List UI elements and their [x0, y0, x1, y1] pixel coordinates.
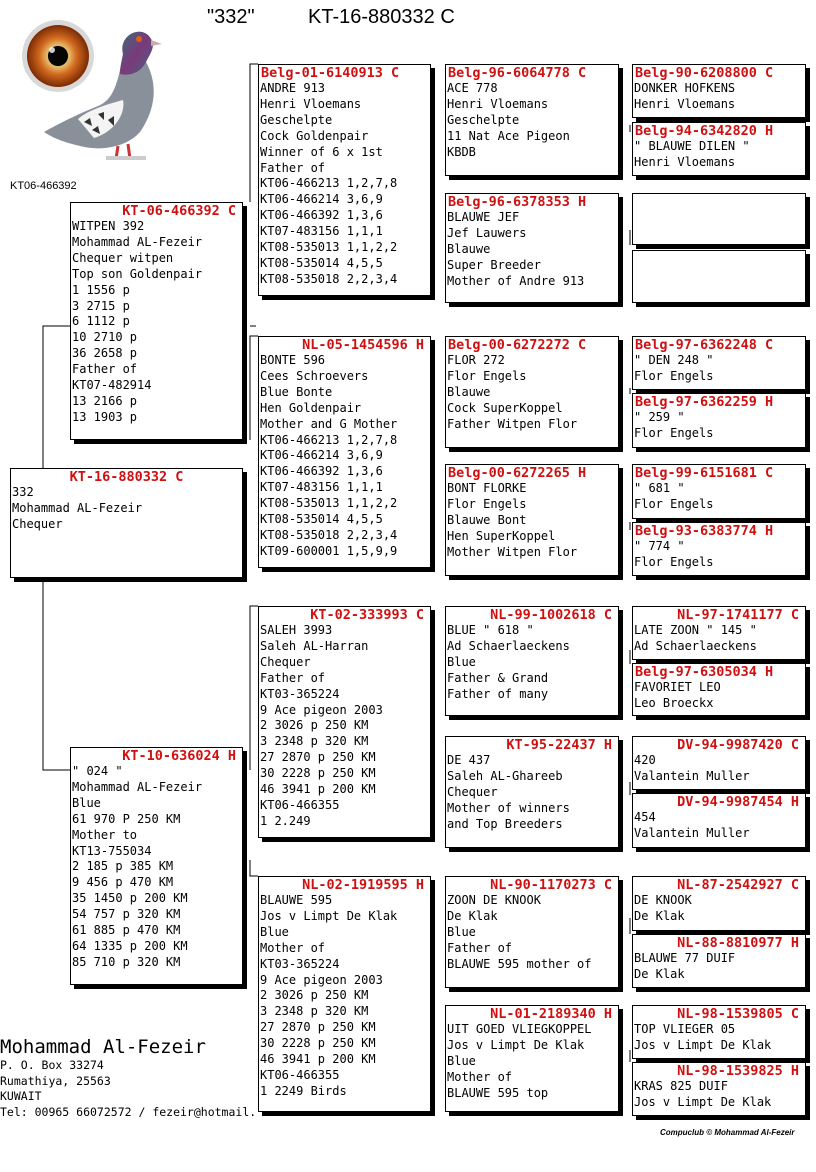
card-line: 64 1335 p 200 KM	[72, 938, 188, 953]
granddam-maternal-card[interactable]	[258, 876, 431, 1112]
card-line: Ad Schaerlaeckens	[447, 638, 570, 653]
card-line: Saleh AL-Harran	[260, 638, 369, 653]
card-line: 61 970 P 250 KM	[72, 811, 181, 826]
card-line: " 774 "	[634, 539, 685, 553]
card-line: 6 1112 p	[72, 314, 130, 329]
card-line: 332	[12, 485, 34, 499]
card-line: KRAS 825 DUIF	[634, 1079, 728, 1093]
card-line: Flor Engels	[447, 368, 527, 383]
card-line: 1 1556 p	[72, 282, 130, 297]
card-line: Hen Goldenpair	[260, 400, 362, 415]
card-line: KT06-466392 1,3,6	[260, 464, 383, 479]
card-line: Blauwe Bont	[447, 512, 527, 527]
card-line: KT06-466392 1,3,6	[260, 208, 383, 223]
card-line: BLAUWE 595 top	[447, 1085, 549, 1100]
card-line: KT03-365224	[260, 686, 340, 701]
card-line: KT08-535013 1,1,2,2	[260, 240, 398, 255]
card-line: Father Witpen Flor	[447, 416, 578, 431]
card-ring: DV-94-9987454 H	[677, 794, 799, 810]
card-line: KT13-755034	[72, 843, 152, 858]
card-ring: Belg-97-6362248 C	[635, 337, 774, 353]
card-line: Father of many	[447, 686, 549, 701]
card-line: Chequer	[447, 784, 498, 799]
dam-ring: KT-10-636024 H	[122, 748, 236, 764]
card-line: 2 3026 p 250 KM	[260, 988, 369, 1003]
card-line: Henri Vloemans	[634, 96, 736, 111]
card-line: Cees Schroevers	[260, 368, 369, 383]
card-line: KT06-466213 1,2,7,8	[260, 176, 398, 191]
card-line: Mohammad AL-Fezeir	[72, 779, 203, 794]
card-line: KT09-600001 1,5,9,9	[260, 543, 398, 558]
card-ring: Belg-99-6151681 C	[635, 465, 774, 481]
card-line: 46 3941 p 200 KM	[260, 1052, 376, 1067]
card-line: 27 2870 p 250 KM	[260, 750, 376, 765]
card-line: BLAUWE 595	[260, 893, 333, 907]
granddam-paternal-card[interactable]	[258, 336, 431, 568]
owner-name: Mohammad Al-Fezeir	[0, 1036, 206, 1058]
card-ring: NL-97-1741177 C	[677, 607, 799, 623]
gggp-card-9[interactable]	[632, 606, 806, 660]
card-line: Leo Broeckx	[634, 695, 714, 710]
card-line: DE 437	[447, 753, 491, 767]
card-line: " 024 "	[72, 764, 123, 778]
card-line: and Top Breeders	[447, 816, 563, 831]
card-ring: KT-95-22437 H	[506, 737, 612, 753]
card-line: Henri Vloemans	[447, 96, 549, 111]
card-line: " 681 "	[634, 481, 685, 495]
card-line: Blue	[447, 654, 476, 669]
card-line: Father & Grand	[447, 670, 549, 685]
card-line: Flor Engels	[634, 496, 714, 511]
card-ring: Belg-90-6208800 C	[635, 65, 774, 81]
card-line: Jos v Limpt De Klak	[634, 1037, 772, 1052]
card-line: WITPEN 392	[72, 219, 145, 233]
ggp-card-4[interactable]	[445, 464, 619, 576]
card-line: Mother of	[447, 1069, 513, 1084]
owner-line: P. O. Box 33274	[0, 1058, 104, 1072]
card-line: 61 885 p 470 KM	[72, 923, 181, 938]
card-line: 3 2348 p 320 KM	[260, 1004, 369, 1019]
card-line: Blauwe	[447, 384, 491, 399]
card-line: De Klak	[634, 908, 685, 923]
card-line: BLAUWE 77 DUIF	[634, 951, 736, 965]
card-line: FLOR 272	[447, 353, 505, 367]
gggp-card-3[interactable]	[632, 193, 806, 245]
card-line: Mother Witpen Flor	[447, 544, 578, 559]
gggp-card-12[interactable]	[632, 793, 806, 848]
card-line: Saleh AL-Ghareeb	[447, 768, 563, 783]
card-line: Father of	[72, 362, 138, 377]
card-line: Super Breeder	[447, 257, 541, 272]
card-line: ZOON DE KNOOK	[447, 893, 541, 907]
pigeon-photo	[18, 14, 168, 164]
card-line: Blauwe	[447, 241, 491, 256]
card-line: 54 757 p 320 KM	[72, 907, 181, 922]
gggp-card-14[interactable]	[632, 934, 806, 988]
pigeon-name-title: "332"	[207, 6, 255, 28]
card-line: Henri Vloemans	[260, 96, 362, 111]
sire-card[interactable]	[70, 202, 243, 440]
gggp-card-8[interactable]	[632, 522, 806, 576]
card-line: BLAUWE JEF	[447, 210, 520, 224]
card-ring: NL-99-1002618 C	[490, 607, 612, 623]
card-line: KT08-535014 4,5,5	[260, 512, 383, 527]
card-line: Flor Engels	[634, 554, 714, 569]
dam-card[interactable]	[70, 747, 243, 985]
card-ring: Belg-97-6362259 H	[635, 394, 774, 410]
owner-line: Rumathiya, 25563	[0, 1073, 111, 1088]
card-line: Chequer	[12, 516, 63, 531]
ggp-card-6[interactable]	[445, 736, 619, 848]
card-ring: Belg-00-6272272 C	[448, 337, 587, 353]
card-line: KT06-466355	[260, 1067, 340, 1082]
card-line: 9 Ace pigeon 2003	[260, 702, 383, 717]
card-ring: DV-94-9987420 C	[677, 737, 799, 753]
card-ring: Belg-94-6342820 H	[635, 123, 774, 139]
card-ring: Belg-01-6140913 C	[261, 65, 400, 81]
card-line: BLAUWE 595 mother of	[447, 956, 592, 971]
owner-contact: Tel: 00965 66072572 / fezeir@hotmail.	[0, 1104, 257, 1119]
card-line: Hen SuperKoppel	[447, 528, 556, 543]
owner-info	[0, 1036, 256, 1120]
card-line: Blue	[72, 795, 101, 810]
card-line: Blue	[260, 924, 289, 939]
gggp-card-7[interactable]	[632, 464, 806, 519]
card-line: 10 2710 p	[72, 330, 138, 345]
card-line: DE KNOOK	[634, 893, 692, 907]
card-line: Father of	[260, 670, 326, 685]
card-line: 85 710 p 320 KM	[72, 954, 181, 969]
card-line: Henri Vloemans	[634, 154, 736, 169]
card-line: 3 2348 p 320 KM	[260, 734, 369, 749]
gggp-card-10[interactable]	[632, 663, 806, 716]
card-line: 46 3941 p 200 KM	[260, 782, 376, 797]
card-line: 11 Nat Ace Pigeon	[447, 128, 570, 143]
card-line: Chequer	[260, 654, 311, 669]
card-line: KT06-466355	[260, 797, 340, 812]
gggp-card-2[interactable]	[632, 122, 806, 176]
card-ring: NL-98-1539805 C	[677, 1006, 799, 1022]
ggp-card-5[interactable]	[445, 606, 619, 716]
card-line: Father of	[260, 160, 326, 175]
card-line: 13 2166 p	[72, 393, 138, 408]
card-line: Mohammad AL-Fezeir	[72, 234, 203, 249]
card-line: Cock Goldenpair	[260, 128, 369, 143]
card-line: 420	[634, 753, 656, 767]
card-line: Jos v Limpt De Klak	[634, 1094, 772, 1109]
card-line: Flor Engels	[447, 496, 527, 511]
card-line: Mother to	[72, 827, 138, 842]
card-line: Jef Lauwers	[447, 225, 527, 240]
card-ring: Belg-00-6272265 H	[448, 465, 587, 481]
card-line: Father of	[447, 940, 513, 955]
card-line: 2 185 p 385 KM	[72, 859, 174, 874]
card-line: 2 3026 p 250 KM	[260, 718, 369, 733]
gggp-card-6[interactable]	[632, 393, 806, 448]
card-line: KT07-482914	[72, 378, 152, 393]
card-line: Mother of Andre 913	[447, 273, 585, 288]
card-line: 13 1903 p	[72, 409, 138, 424]
card-line: De Klak	[634, 966, 685, 981]
gggp-card-5[interactable]	[632, 336, 806, 390]
card-line: FAVORIET LEO	[634, 680, 721, 694]
card-line: BONTE 596	[260, 353, 326, 367]
subject-ring: KT-16-880332 C	[69, 469, 184, 485]
card-line: Mohammad AL-Fezeir	[12, 500, 143, 515]
card-line: Winner of 6 x 1st	[260, 144, 383, 159]
gggp-card-4[interactable]	[632, 250, 806, 303]
card-line: KT08-535013 1,1,2,2	[260, 496, 398, 511]
card-line: 3 2715 p	[72, 298, 130, 313]
photo-caption: KT06-466392	[10, 180, 77, 192]
grandsire-paternal-card[interactable]	[258, 64, 431, 296]
card-line: " BLAUWE DILEN "	[634, 139, 750, 153]
card-ring: Belg-96-6378353 H	[448, 194, 587, 210]
gggp-card-15[interactable]	[632, 1005, 806, 1059]
gggp-card-1[interactable]	[632, 64, 806, 118]
card-ring: NL-05-1454596 H	[302, 337, 424, 353]
card-ring: Belg-93-6383774 H	[635, 523, 774, 539]
card-line: KBDB	[447, 144, 476, 159]
card-line: KT07-483156 1,1,1	[260, 224, 383, 239]
card-line: KT06-466213 1,2,7,8	[260, 432, 398, 447]
card-line: Jos v Limpt De Klak	[447, 1037, 585, 1052]
card-line: Valantein Muller	[634, 825, 750, 840]
card-line: KT08-535018 2,2,3,4	[260, 527, 398, 542]
card-line: BLUE " 618 "	[447, 623, 534, 637]
card-line: BONT FLORKE	[447, 481, 527, 495]
card-ring: Belg-97-6305034 H	[635, 664, 774, 680]
card-line: ACE 778	[447, 81, 498, 95]
gggp-card-13[interactable]	[632, 876, 806, 931]
card-line: Geschelpte	[260, 112, 333, 127]
card-line: SALEH 3993	[260, 623, 333, 637]
gggp-card-11[interactable]	[632, 736, 806, 790]
card-line: UIT GOED VLIEGKOPPEL	[447, 1022, 592, 1036]
card-line: Blue Bonte	[260, 384, 333, 399]
card-ring: NL-98-1539825 H	[677, 1063, 799, 1079]
card-line: Jos v Limpt De Klak	[260, 908, 398, 923]
card-line: KT07-483156 1,1,1	[260, 480, 383, 495]
card-line: KT06-466214 3,6,9	[260, 192, 383, 207]
card-line: Chequer witpen	[72, 250, 174, 265]
card-line: KT08-535018 2,2,3,4	[260, 271, 398, 286]
card-line: Flor Engels	[634, 368, 714, 383]
ggp-card-7[interactable]	[445, 876, 619, 988]
card-ring: NL-87-2542927 C	[677, 877, 799, 893]
card-line: ANDRE 913	[260, 81, 326, 95]
card-ring: NL-90-1170273 C	[490, 877, 612, 893]
pigeon-with-eye-icon	[18, 14, 168, 164]
grandsire-maternal-card[interactable]	[258, 606, 431, 838]
card-line: 30 2228 p 250 KM	[260, 766, 376, 781]
card-line: 1 2.249	[260, 813, 311, 828]
card-line: Ad Schaerlaeckens	[634, 638, 757, 653]
card-line: " 259 "	[634, 410, 685, 424]
card-line: LATE ZOON " 145 "	[634, 623, 757, 637]
card-line: Mother and G Mother	[260, 416, 398, 431]
card-line: 9 Ace pigeon 2003	[260, 972, 383, 987]
subject-card[interactable]	[10, 468, 243, 578]
card-line: Mother of	[260, 940, 326, 955]
card-line: KT08-535014 4,5,5	[260, 255, 383, 270]
ggp-card-8[interactable]	[445, 1005, 619, 1112]
card-line: Blue	[447, 924, 476, 939]
card-line: De Klak	[447, 908, 498, 923]
card-line: 9 456 p 470 KM	[72, 875, 174, 890]
card-line: KT03-365224	[260, 956, 340, 971]
card-line: Valantein Muller	[634, 768, 750, 783]
ggp-card-1[interactable]	[445, 64, 619, 176]
sire-ring: KT-06-466392 C	[122, 203, 236, 219]
owner-line: KUWAIT	[0, 1089, 42, 1103]
card-line: Top son Goldenpair	[72, 266, 203, 281]
card-line: 35 1450 p 200 KM	[72, 891, 188, 906]
card-line: 1 2249 Birds	[260, 1083, 347, 1098]
card-line: DONKER HOFKENS	[634, 81, 736, 95]
ggp-card-2[interactable]	[445, 193, 619, 303]
pigeon-ring-title: KT-16-880332 C	[308, 6, 455, 28]
card-line: Geschelpte	[447, 112, 520, 127]
card-line: TOP VLIEGER 05	[634, 1022, 736, 1036]
gggp-card-16[interactable]	[632, 1062, 806, 1116]
card-line: Blue	[447, 1053, 476, 1068]
card-line: 454	[634, 810, 656, 824]
card-ring: Belg-96-6064778 C	[448, 65, 587, 81]
card-ring: NL-88-8810977 H	[677, 935, 799, 951]
card-line: 27 2870 p 250 KM	[260, 1020, 376, 1035]
card-line: 30 2228 p 250 KM	[260, 1036, 376, 1051]
card-line: 36 2658 p	[72, 346, 138, 361]
card-ring: NL-02-1919595 H	[302, 877, 424, 893]
card-line: Flor Engels	[634, 425, 714, 440]
card-ring: NL-01-2189340 H	[490, 1006, 612, 1022]
card-line: KT06-466214 3,6,9	[260, 448, 383, 463]
card-line: Mother of winners	[447, 800, 570, 815]
ggp-card-3[interactable]	[445, 336, 619, 448]
card-ring: KT-02-333993 C	[310, 607, 424, 623]
card-line: " DEN 248 "	[634, 353, 714, 367]
footer-credit: Compuclub © Mohammad Al-Fezeir	[660, 1128, 795, 1137]
card-line: Cock SuperKoppel	[447, 400, 563, 415]
